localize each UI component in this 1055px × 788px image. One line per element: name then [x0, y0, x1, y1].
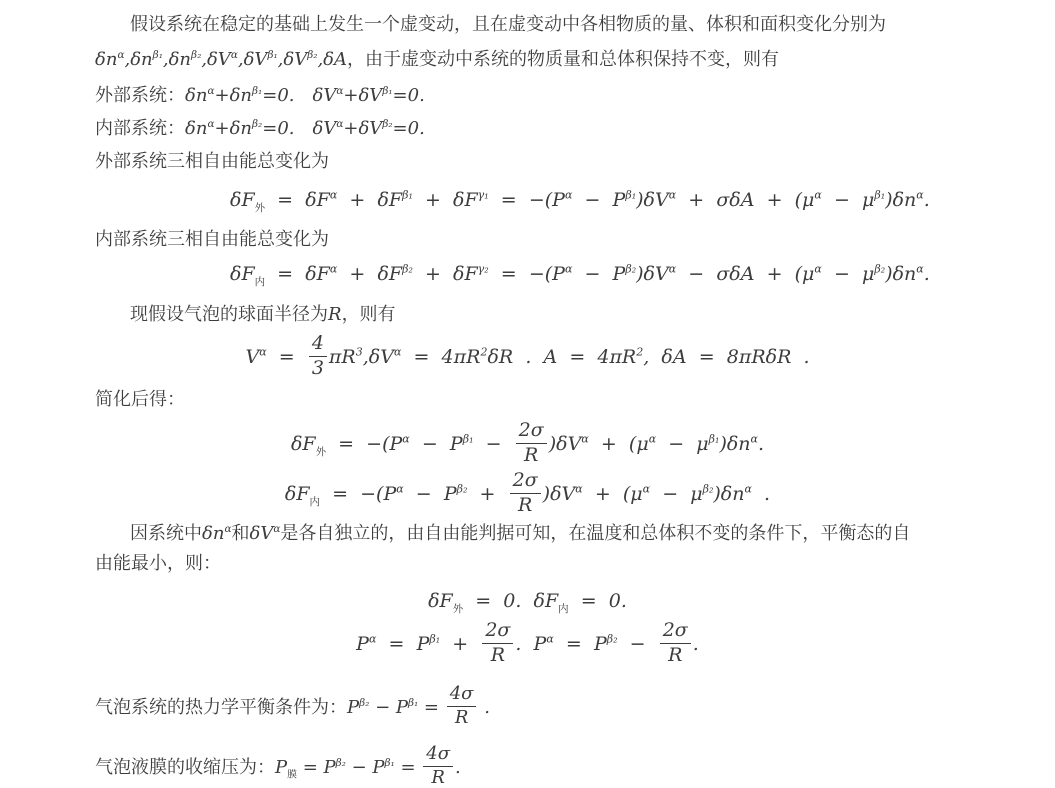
simplified-label: 简化后得： — [95, 389, 185, 409]
intro-paragraph-line-1: 假设系统在稳定的基础上发生一个虚变动，且在虚变动中各相物质的量、体积和面积变化分别为 — [130, 14, 886, 34]
independence-paragraph-line-1: 因系统中$\delta n^\alpha$和$\delta V^\alpha$是各自独立的，由自由能判据可知，在温度和总体积不变的条件下，平衡态的自 — [130, 523, 911, 544]
pressure-balance-equation: $P^\alpha = P^{\beta_1}$ + $\frac{2\sigma}{R}$ . $P^\alpha = P^{\beta_2}$ − $\frac{2\sigma}{R}$ . — [356, 619, 699, 666]
intro-paragraph-line-2: $\delta n^\alpha,\delta n^{\beta_1},\delta n^{\beta_2},\delta V^\alpha,\delta V^{\beta_1},\delta V^{\beta_2},\delta A$，由于虚变动中系统的物质量和总体积保持不变，则有 — [95, 49, 779, 70]
independence-paragraph-line-2: 由能最小，则： — [95, 553, 221, 573]
external-free-energy-equation: $\delta F_外 = \delta F^\alpha + \delta F^{\beta_1} + \delta F^{\gamma_1} = -(P^\alpha - P^{\beta_1})\delta V^\alpha + \sigma\delta A + (\mu^\alpha - \mu^{\beta_1})\delta n^\alpha$. — [230, 188, 930, 214]
simplified-internal-equation: $\delta F_内 = -(P^\alpha - P^{\beta_2}$ + $\frac{2\sigma}{R}$ )$\delta V^\alpha + (\mu^\alpha - \mu^{\beta_2})\delta n^\alpha$ . — [284, 469, 771, 516]
internal-free-energy-label: 内部系统三相自由能总变化为 — [95, 229, 329, 249]
equilibrium-condition-sentence: 气泡系统的热力学平衡条件为：$P^{\beta_2} - P^{\beta_1}$ = $\frac{4\sigma}{R}$ . — [95, 683, 490, 728]
simplified-external-equation: $\delta F_外 = -(P^\alpha - P^{\beta_1}$ − $\frac{2\sigma}{R}$ )$\delta V^\alpha + (\mu^\alpha - \mu^{\beta_1})\delta n^\alpha$. — [290, 419, 765, 466]
external-free-energy-label: 外部系统三相自由能总变化为 — [95, 151, 329, 171]
internal-system-constraints: 内部系统：$\delta n^\alpha+\delta n^{\beta_2}=0$. $\delta V^\alpha+\delta V^{\beta_2}=0$. — [95, 118, 425, 139]
internal-free-energy-equation: $\delta F_内 = \delta F^\alpha + \delta F^{\beta_2} + \delta F^{\gamma_2} = -(P^\alpha - P^{\beta_2})\delta V^\alpha - \sigma\delta A + (\mu^\alpha - \mu^{\beta_2})\delta n^\alpha$. — [230, 262, 930, 288]
sphere-geometry-equation: $V^\alpha$ = $\frac{4}{3}$ $\pi R^3,\delta V^\alpha = 4\pi R^2\delta R$ . $A = 4\pi R^2$, δA = 8πRδR . — [245, 332, 810, 379]
external-system-constraints: 外部系统：$\delta n^\alpha+\delta n^{\beta_1}=0$. $\delta V^\alpha+\delta V^{\beta_1}=0$. — [95, 85, 425, 106]
film-pressure-sentence: 气泡液膜的收缩压为：$P_膜 = P^{\beta_2} - P^{\beta_1}$ = $\frac{4\sigma}{R}$ . — [95, 743, 461, 788]
bubble-radius-sentence: 现假设气泡的球面半径为R，则有 — [130, 304, 396, 325]
zero-variation-equation: $\delta F_外 = 0$. $\delta F_内 = 0$. — [428, 590, 627, 615]
